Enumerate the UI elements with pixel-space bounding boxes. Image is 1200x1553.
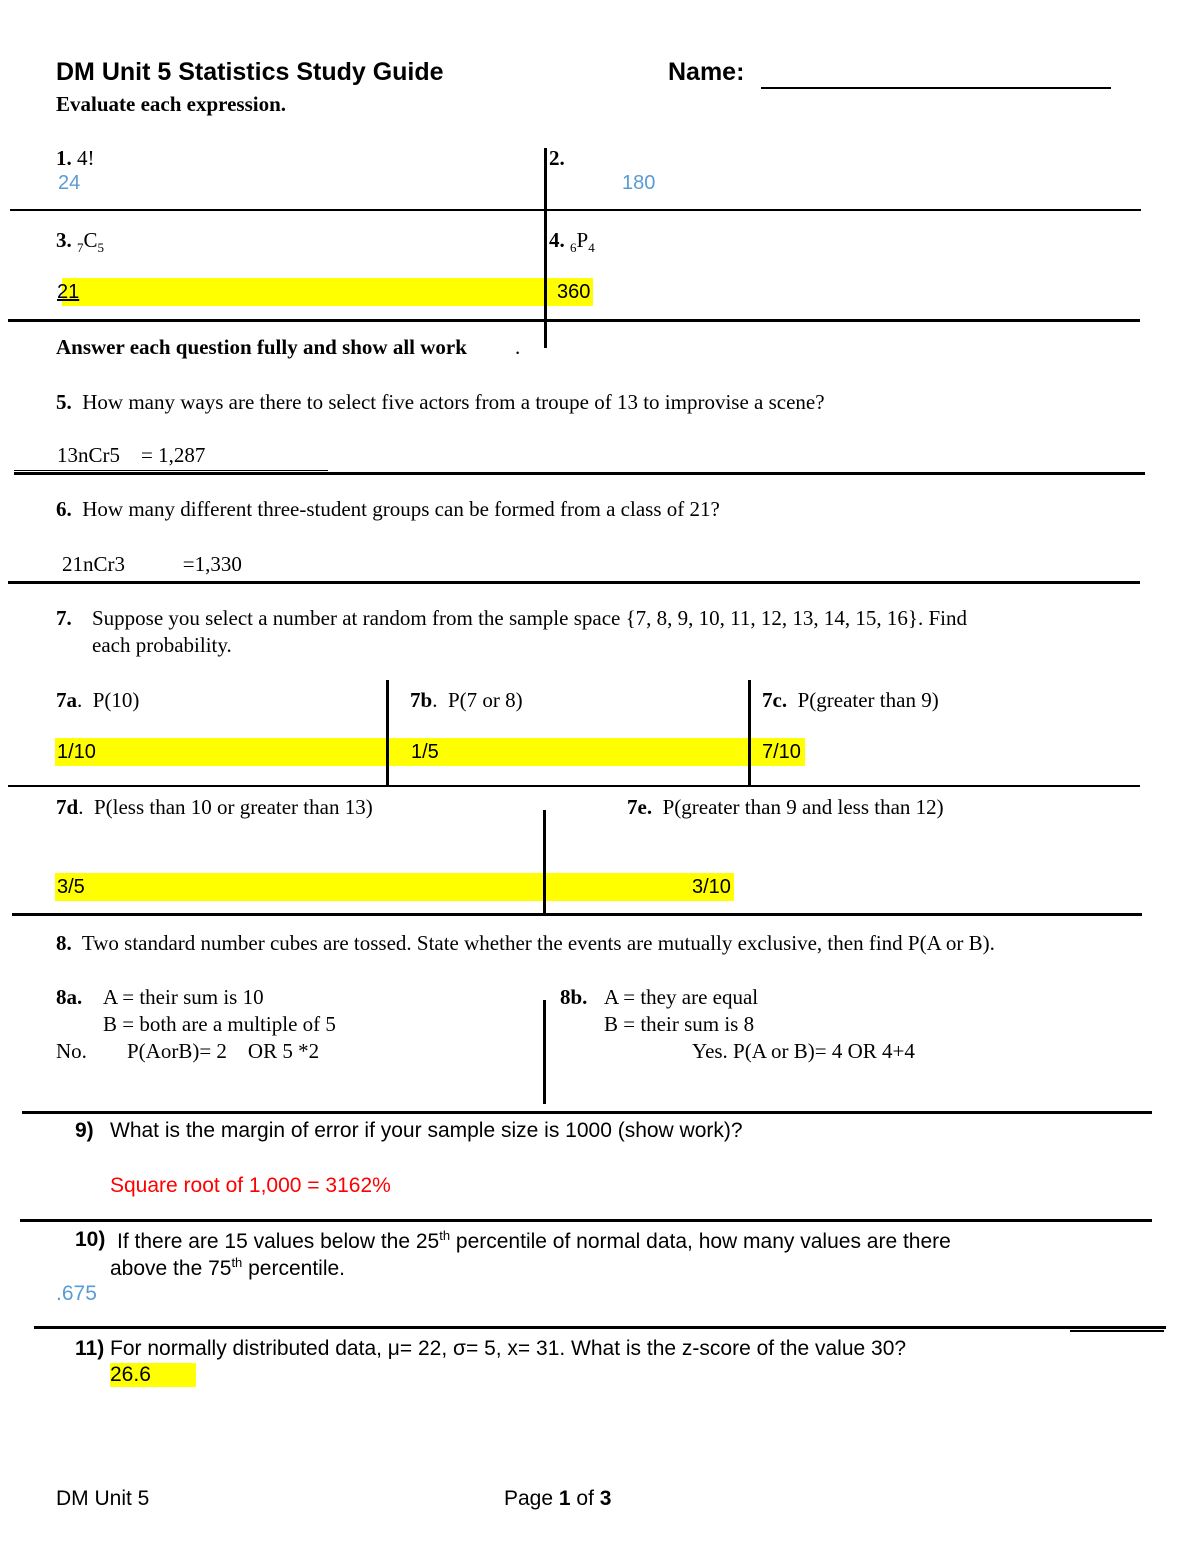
q7b-answer: 1/5 — [411, 741, 439, 763]
instruction-period: . — [515, 335, 521, 359]
q7c-answer: 7/10 — [762, 741, 801, 763]
q7a-answer: 1/10 — [57, 741, 96, 763]
q4-symbol: P — [576, 228, 589, 252]
divider-horizontal — [20, 1219, 1152, 1222]
divider-horizontal — [14, 472, 1145, 475]
q8a-event-b: B = both are a multiple of 5 — [103, 1012, 336, 1036]
divider-horizontal — [8, 581, 1140, 584]
q1-expression: 4! — [77, 146, 95, 170]
q8b-label: 8b. — [560, 985, 588, 1009]
divider-vertical-8 — [543, 1000, 546, 1104]
q7d-text: P(less than 10 or greater than 13) — [93, 795, 373, 819]
q9-answer: Square root of 1,000 = 3162% — [110, 1174, 391, 1197]
q3-highlight — [62, 278, 544, 306]
q3-symbol: C — [83, 228, 98, 252]
page-of-label: of — [570, 1487, 600, 1510]
q10-text-a: If there are 15 values below the 25 — [117, 1230, 440, 1253]
q10-text-line1 — [117, 1228, 951, 1254]
q7b-label: 7b — [410, 688, 433, 712]
divider-vertical-7 — [386, 680, 389, 786]
q9-text: What is the margin of error if your sample size is 1000 (show work)? — [110, 1119, 743, 1142]
q7e-prompt — [627, 795, 944, 820]
instruction-evaluate: Evaluate each expression. — [56, 92, 287, 116]
q5-answer: 13nCr5 = 1,287 — [57, 443, 206, 467]
divider-horizontal — [10, 209, 1141, 211]
q7-text-line2: each probability. — [92, 633, 232, 657]
divider-horizontal — [8, 785, 1140, 787]
q5-number: 5. — [56, 390, 72, 414]
q10-text-line2 — [110, 1255, 345, 1281]
q6-number: 6. — [56, 497, 72, 521]
q8-text: Two standard number cubes are tossed. State whether the events are mutually exclusive, then find P(A or B). — [81, 931, 995, 955]
divider-horizontal — [12, 913, 1142, 916]
q8a-answer-no: No. — [56, 1039, 87, 1063]
q8a-answer: P(AorB)= 2 OR 5 *2 — [127, 1039, 320, 1063]
q8b-answer: Yes. P(A or B)= 4 OR 4+4 — [692, 1039, 915, 1063]
q4-number: 4. — [549, 228, 565, 252]
q10-text-c: above the 75 — [110, 1257, 232, 1280]
page-label: Page — [504, 1487, 559, 1510]
q10-answer: .675 — [56, 1282, 97, 1305]
divider-vertical-7 — [748, 680, 751, 786]
q5-text: How many ways are there to select five actors from a troupe of 13 to improvise a scene? — [82, 390, 825, 414]
q7a-text: P(10) — [92, 688, 140, 712]
q7c-label: 7c. — [762, 688, 788, 712]
q11-text: For normally distributed data, μ= 22, σ= 5, x= 31. What is the z-score of the value 30? — [110, 1337, 907, 1360]
divider-vertical-1 — [544, 148, 547, 348]
q7b-prompt: 7b. P(7 or 8) — [410, 688, 523, 712]
q7-text-line1: Suppose you select a number at random from the sample space {7, 8, 9, 10, 11, 12, 13, 14, 15, 16}. Find — [92, 606, 967, 630]
divider-horizontal — [8, 319, 1140, 322]
q4-answer: 360 — [557, 281, 591, 303]
q7e-text: P(greater than 9 and less than 12) — [662, 795, 944, 819]
q3-r: 5 — [97, 240, 105, 256]
q6-answer: 21nCr3 =1,330 — [62, 552, 242, 576]
instruction-show-work: Answer each question fully and show all work — [56, 335, 467, 359]
q7c-prompt — [762, 688, 939, 713]
q8b-event-a: A = they are equal — [604, 985, 759, 1009]
page-title: DM Unit 5 Statistics Study Guide — [56, 58, 444, 86]
q3-answer: 21 — [57, 281, 80, 303]
q7b-text: P(7 or 8) — [447, 688, 523, 712]
q5-answer-underline — [14, 470, 328, 471]
q2-answer: 180 — [622, 172, 656, 194]
divider-horizontal-fragment — [1070, 1330, 1164, 1332]
divider-horizontal — [22, 1111, 1152, 1114]
q9-number: 9) — [75, 1119, 94, 1142]
q7a-prompt: 7a. P(10) — [56, 688, 140, 712]
q7d-prompt: 7d. P(less than 10 or greater than 13) — [56, 795, 373, 819]
page-current: 1 — [558, 1487, 571, 1510]
q10-suffix-b: th — [231, 1255, 243, 1270]
q7a-label: 7a — [56, 688, 77, 712]
footer-left: DM Unit 5 — [56, 1487, 150, 1510]
q7e-answer: 3/10 — [692, 876, 731, 898]
q8b-event-b: B = their sum is 8 — [604, 1012, 755, 1036]
q5-prompt — [56, 390, 825, 415]
q7e-label: 7e. — [627, 795, 653, 819]
q10-text-b: percentile of normal data, how many values are there — [450, 1230, 951, 1253]
q10-text-d: percentile. — [242, 1257, 346, 1280]
q1-prompt — [56, 146, 95, 171]
q7d-label: 7d — [56, 795, 79, 819]
q7-number: 7. — [56, 606, 72, 630]
q4-prompt — [549, 228, 595, 256]
q8-prompt — [56, 931, 995, 956]
q1-number: 1. — [56, 146, 72, 170]
q7d-highlight — [55, 873, 543, 901]
q10-number: 10) — [75, 1228, 106, 1251]
q4-n: 6 — [570, 240, 577, 256]
q7d-answer: 3/5 — [57, 876, 85, 898]
q3-n: 7 — [77, 240, 84, 256]
q2-number: 2. — [549, 146, 565, 170]
name-blank-line — [761, 87, 1111, 89]
q3-prompt — [56, 228, 104, 256]
q7c-text: P(greater than 9) — [797, 688, 939, 712]
q8-number: 8. — [56, 931, 72, 955]
name-label: Name: — [668, 58, 745, 86]
page-total: 3 — [599, 1487, 612, 1510]
q6-text: How many different three-student groups can be formed from a class of 21? — [82, 497, 720, 521]
q11-answer: 26.6 — [110, 1363, 196, 1387]
q6-prompt — [56, 497, 720, 522]
divider-horizontal — [34, 1326, 1166, 1329]
q1-answer: 24 — [58, 172, 81, 194]
q8a-label: 8a. — [56, 985, 83, 1009]
q8a-event-a: A = their sum is 10 — [103, 985, 264, 1009]
q4-r: 4 — [588, 240, 595, 256]
q11-number: 11) — [75, 1337, 105, 1360]
q3-number: 3. — [56, 228, 72, 252]
q10-suffix-a: th — [439, 1228, 451, 1243]
page-number — [504, 1487, 611, 1511]
